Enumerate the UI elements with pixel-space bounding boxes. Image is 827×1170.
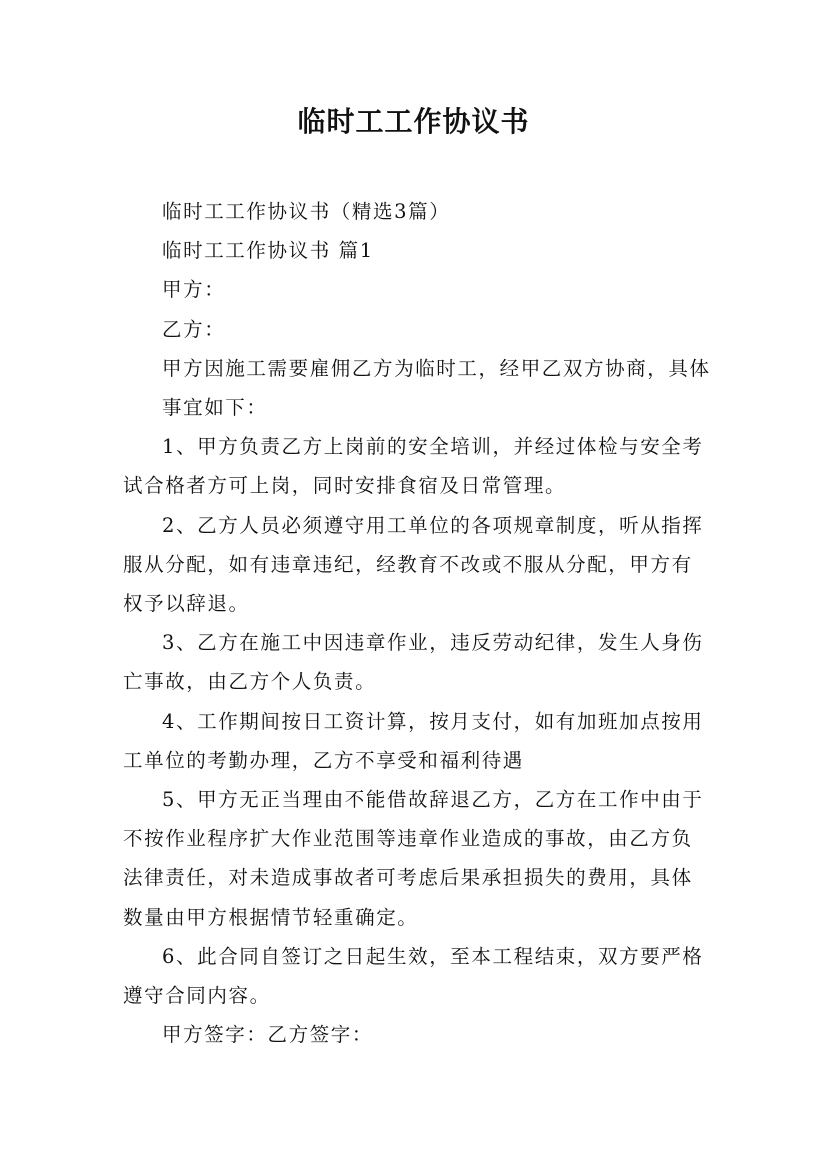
paragraph-clause-2: 2、乙方人员必须遵守用工单位的各项规章制度，听从指挥服从分配，如有违章违纪，经教育不改或不服从分配，甲方有权予以辞退。 — [123, 513, 704, 616]
paragraph-party-b: 乙方： — [162, 317, 226, 341]
paragraph-signatures: 甲方签字：乙方签字： — [162, 1023, 374, 1047]
paragraph-clause-5: 5、甲方无正当理由不能借故辞退乙方，乙方在工作中由于不按作业程序扩大作业范围等违章作业造成的事故，由乙方负法律责任，对未造成事故者可考虑后果承担损失的费用，具体数量由甲方根据情节轻重确定。 — [123, 788, 704, 929]
paragraph-clause-6: 6、此合同自签订之日起生效，至本工程结束，双方要严格遵守合同内容。 — [123, 944, 704, 1008]
paragraph-intro: 甲方因施工需要雇佣乙方为临时工，经甲乙双方协商，具体事宜如下： — [162, 356, 711, 420]
document-body — [123, 192, 713, 1054]
paragraph-clause-4: 4、工作期间按日工资计算，按月支付，如有加班加点按用工单位的考勤办理，乙方不享受和福利待遇 — [123, 709, 704, 772]
paragraph-clause-1: 1、甲方负责乙方上岗前的安全培训，并经过体检与安全考试合格者方可上岗，同时安排食宿及日常管理。 — [123, 435, 704, 498]
document-title: 临时工工作协议书 — [297, 105, 530, 138]
paragraph-clause-3: 3、乙方在施工中因违章作业，违反劳动纪律，发生人身伤亡事故，由乙方个人负责。 — [123, 631, 704, 694]
paragraph-party-a: 甲方： — [162, 278, 226, 302]
paragraph-subtitle: 临时工工作协议书（精选3篇） — [162, 200, 451, 223]
paragraph-section-heading: 临时工工作协议书 篇1 — [162, 239, 374, 263]
